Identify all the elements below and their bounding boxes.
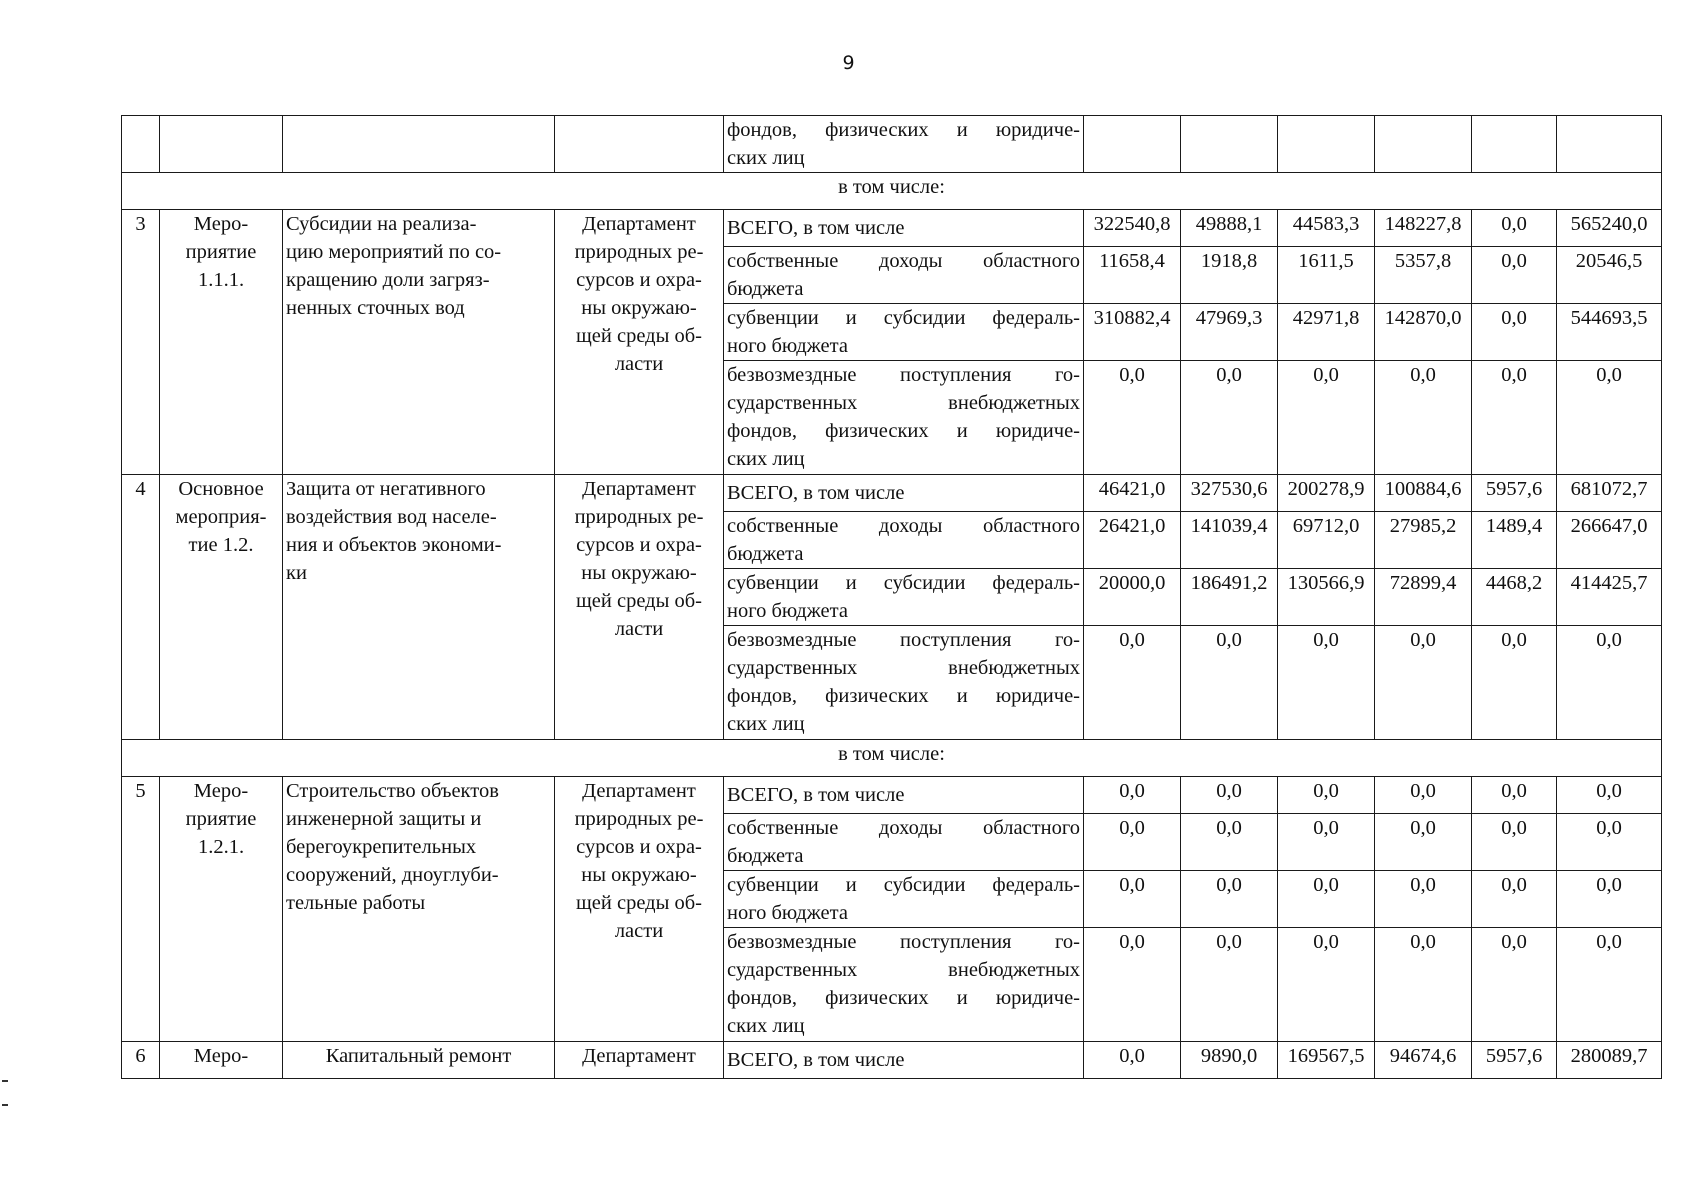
- name-line: тельные работы: [286, 892, 426, 914]
- executor-line: ны окружаю-: [581, 864, 697, 886]
- value-cell: 0,0: [1557, 626, 1662, 740]
- name-cell: [283, 777, 555, 1042]
- value-cell: 280089,7: [1557, 1042, 1662, 1079]
- executor-cell: [555, 116, 724, 173]
- source-line: ВСЕГО, в том числе: [727, 217, 905, 239]
- value-cell: 142870,0: [1375, 304, 1472, 361]
- value-cell: 0,0: [1472, 626, 1557, 740]
- source-cell: [724, 928, 1084, 1042]
- value-cell: 27985,2: [1375, 512, 1472, 569]
- value-cell: 0,0: [1375, 777, 1472, 814]
- value-cell: 47969,3: [1181, 304, 1278, 361]
- margin-marks: [2, 1080, 8, 1106]
- source-line: собственные доходы областного: [727, 515, 1080, 537]
- executor-line: природных ре-: [574, 506, 704, 528]
- value-cell: 0,0: [1557, 777, 1662, 814]
- source-line: бюджета: [727, 543, 804, 565]
- value-cell: 141039,4: [1181, 512, 1278, 569]
- value-cell: 0,0: [1278, 814, 1375, 871]
- value-cell: 130566,9: [1278, 569, 1375, 626]
- source-line: фондов, физических и юридиче-: [727, 119, 1080, 141]
- value-cell: 5957,6: [1472, 1042, 1557, 1079]
- value-cell: 0,0: [1472, 304, 1557, 361]
- executor-line: ласти: [614, 920, 664, 942]
- source-line: ВСЕГО, в том числе: [727, 784, 905, 806]
- value-cell: 544693,5: [1557, 304, 1662, 361]
- kind-cell: [160, 210, 283, 475]
- kind-line: приятие: [185, 241, 257, 263]
- executor-line: ны окружаю-: [581, 297, 697, 319]
- source-line: фондов, физических и юридиче-: [727, 420, 1080, 442]
- source-cell: [724, 1042, 1084, 1079]
- value-cell: [1557, 116, 1662, 173]
- executor-cell: [555, 777, 724, 1042]
- index-cell: [122, 116, 160, 173]
- executor-cell: [555, 1042, 724, 1079]
- name-line: Строительство объектов: [286, 780, 499, 802]
- value-cell: 681072,7: [1557, 475, 1662, 512]
- value-cell: 148227,8: [1375, 210, 1472, 247]
- name-line: ки: [286, 562, 307, 584]
- value-cell: 0,0: [1278, 928, 1375, 1042]
- value-cell: 0,0: [1084, 928, 1181, 1042]
- value-cell: 0,0: [1557, 928, 1662, 1042]
- executor-line: ны окружаю-: [581, 562, 697, 584]
- value-cell: 94674,6: [1375, 1042, 1472, 1079]
- value-cell: [1472, 116, 1557, 173]
- value-cell: 0,0: [1375, 871, 1472, 928]
- kind-cell: [160, 116, 283, 173]
- subheader-row: [122, 740, 1662, 777]
- value-cell: 0,0: [1084, 626, 1181, 740]
- value-cell: 9890,0: [1181, 1042, 1278, 1079]
- name-line: ненных сточных вод: [286, 297, 465, 319]
- executor-cell: [555, 210, 724, 475]
- value-cell: 0,0: [1278, 626, 1375, 740]
- value-cell: [1375, 116, 1472, 173]
- value-cell: 69712,0: [1278, 512, 1375, 569]
- subheader-cell: в том числе:: [122, 173, 1662, 210]
- budget-table: [121, 115, 1662, 1079]
- source-cell: [724, 569, 1084, 626]
- source-line: фондов, физических и юридиче-: [727, 685, 1080, 707]
- value-cell: 0,0: [1375, 928, 1472, 1042]
- value-cell: 11658,4: [1084, 247, 1181, 304]
- source-cell: [724, 361, 1084, 475]
- executor-line: щей среды об-: [576, 590, 702, 612]
- name-line: Субсидии на реализа-: [286, 213, 477, 235]
- source-cell: [724, 210, 1084, 247]
- name-line: Капитальный ремонт: [325, 1045, 512, 1067]
- value-cell: 0,0: [1472, 777, 1557, 814]
- source-line: ских лиц: [727, 713, 805, 735]
- source-line: ВСЕГО, в том числе: [727, 1049, 905, 1071]
- executor-line: ласти: [614, 353, 664, 375]
- index-cell: 6: [122, 1042, 160, 1079]
- value-cell: 0,0: [1084, 1042, 1181, 1079]
- value-cell: 0,0: [1557, 814, 1662, 871]
- value-cell: 20546,5: [1557, 247, 1662, 304]
- index-cell: 4: [122, 475, 160, 740]
- value-cell: 0,0: [1084, 361, 1181, 475]
- source-line: собственные доходы областного: [727, 250, 1080, 272]
- value-cell: 0,0: [1181, 777, 1278, 814]
- source-line: ного бюджета: [727, 600, 848, 622]
- source-cell: [724, 777, 1084, 814]
- name-line: Защита от негативного: [286, 478, 486, 500]
- value-cell: 0,0: [1472, 814, 1557, 871]
- value-cell: 0,0: [1278, 871, 1375, 928]
- name-line: инженерной защиты и: [286, 808, 482, 830]
- value-cell: 0,0: [1278, 777, 1375, 814]
- source-line: безвозмездные поступления го-: [727, 629, 1080, 651]
- source-cell: [724, 871, 1084, 928]
- table-row: [122, 210, 1662, 247]
- source-cell: [724, 512, 1084, 569]
- source-line: сударственных внебюджетных: [727, 959, 1080, 981]
- value-cell: 4468,2: [1472, 569, 1557, 626]
- value-cell: 327530,6: [1181, 475, 1278, 512]
- executor-line: щей среды об-: [576, 892, 702, 914]
- value-cell: 322540,8: [1084, 210, 1181, 247]
- kind-line: Основное: [178, 478, 264, 500]
- value-cell: 565240,0: [1557, 210, 1662, 247]
- value-cell: 26421,0: [1084, 512, 1181, 569]
- executor-line: щей среды об-: [576, 325, 702, 347]
- value-cell: 186491,2: [1181, 569, 1278, 626]
- value-cell: 0,0: [1472, 210, 1557, 247]
- value-cell: 0,0: [1472, 247, 1557, 304]
- value-cell: 0,0: [1472, 871, 1557, 928]
- executor-line: сурсов и охра-: [576, 836, 702, 858]
- value-cell: 0,0: [1557, 871, 1662, 928]
- executor-line: сурсов и охра-: [576, 534, 702, 556]
- source-cell: [724, 626, 1084, 740]
- executor-cell: [555, 475, 724, 740]
- name-line: берегоукрепительных: [286, 836, 477, 858]
- source-line: ских лиц: [727, 147, 805, 169]
- name-cell: [283, 210, 555, 475]
- source-line: субвенции и субсидии федераль-: [727, 572, 1080, 594]
- source-line: ного бюджета: [727, 902, 848, 924]
- source-line: безвозмездные поступления го-: [727, 364, 1080, 386]
- value-cell: 46421,0: [1084, 475, 1181, 512]
- value-cell: 310882,4: [1084, 304, 1181, 361]
- kind-line: Меро-: [193, 780, 249, 802]
- source-cell: [724, 116, 1084, 173]
- executor-line: ласти: [614, 618, 664, 640]
- executor-line: Департамент: [582, 780, 696, 802]
- name-line: ния и объектов экономи-: [286, 534, 502, 556]
- name-cell: [283, 1042, 555, 1079]
- value-cell: 1918,8: [1181, 247, 1278, 304]
- source-cell: [724, 247, 1084, 304]
- value-cell: 0,0: [1181, 361, 1278, 475]
- table-row: [122, 475, 1662, 512]
- value-cell: [1278, 116, 1375, 173]
- kind-line: Меро-: [193, 213, 249, 235]
- source-line: субвенции и субсидии федераль-: [727, 874, 1080, 896]
- value-cell: 0,0: [1375, 814, 1472, 871]
- value-cell: 0,0: [1278, 361, 1375, 475]
- source-line: субвенции и субсидии федераль-: [727, 307, 1080, 329]
- source-line: ВСЕГО, в том числе: [727, 482, 905, 504]
- kind-cell: [160, 1042, 283, 1079]
- source-line: бюджета: [727, 278, 804, 300]
- value-cell: 414425,7: [1557, 569, 1662, 626]
- value-cell: [1084, 116, 1181, 173]
- kind-line: 1.2.1.: [197, 836, 245, 858]
- value-cell: 0,0: [1084, 777, 1181, 814]
- value-cell: 0,0: [1181, 814, 1278, 871]
- table-body: [122, 116, 1662, 1079]
- source-line: сударственных внебюджетных: [727, 657, 1080, 679]
- executor-line: сурсов и охра-: [576, 269, 702, 291]
- source-line: бюджета: [727, 845, 804, 867]
- page-number: 9: [842, 52, 855, 74]
- source-line: безвозмездные поступления го-: [727, 931, 1080, 953]
- name-line: кращению доли загряз-: [286, 269, 490, 291]
- source-line: собственные доходы областного: [727, 817, 1080, 839]
- value-cell: 0,0: [1084, 814, 1181, 871]
- name-line: цию мероприятий по со-: [286, 241, 502, 263]
- subheader-row: [122, 173, 1662, 210]
- name-line: воздействия вод населе-: [286, 506, 497, 528]
- source-cell: [724, 475, 1084, 512]
- value-cell: 1611,5: [1278, 247, 1375, 304]
- name-cell: [283, 475, 555, 740]
- value-cell: 0,0: [1181, 928, 1278, 1042]
- source-cell: [724, 814, 1084, 871]
- kind-cell: [160, 475, 283, 740]
- value-cell: 266647,0: [1557, 512, 1662, 569]
- index-cell: 3: [122, 210, 160, 475]
- value-cell: 5357,8: [1375, 247, 1472, 304]
- executor-line: природных ре-: [574, 808, 704, 830]
- kind-line: мероприя-: [175, 506, 267, 528]
- subheader-cell: в том числе:: [122, 740, 1662, 777]
- value-cell: 0,0: [1557, 361, 1662, 475]
- name-cell: [283, 116, 555, 173]
- value-cell: 169567,5: [1278, 1042, 1375, 1079]
- kind-cell: [160, 777, 283, 1042]
- value-cell: 200278,9: [1278, 475, 1375, 512]
- value-cell: 0,0: [1084, 871, 1181, 928]
- value-cell: 1489,4: [1472, 512, 1557, 569]
- value-cell: 0,0: [1375, 626, 1472, 740]
- value-cell: 72899,4: [1375, 569, 1472, 626]
- source-cell: [724, 304, 1084, 361]
- value-cell: 5957,6: [1472, 475, 1557, 512]
- kind-line: 1.1.1.: [197, 269, 245, 291]
- table-row: [122, 1042, 1662, 1079]
- source-line: ских лиц: [727, 448, 805, 470]
- executor-line: Департамент: [582, 213, 696, 235]
- name-line: сооружений, дноуглуби-: [286, 864, 499, 886]
- value-cell: 49888,1: [1181, 210, 1278, 247]
- table-row-continuation: [122, 116, 1662, 173]
- kind-line: Меро-: [193, 1045, 249, 1067]
- executor-line: природных ре-: [574, 241, 704, 263]
- value-cell: 0,0: [1472, 361, 1557, 475]
- executor-line: Департамент: [582, 478, 696, 500]
- value-cell: 44583,3: [1278, 210, 1375, 247]
- value-cell: 42971,8: [1278, 304, 1375, 361]
- value-cell: 0,0: [1472, 928, 1557, 1042]
- value-cell: 20000,0: [1084, 569, 1181, 626]
- value-cell: 0,0: [1181, 871, 1278, 928]
- source-line: сударственных внебюджетных: [727, 392, 1080, 414]
- source-line: ного бюджета: [727, 335, 848, 357]
- value-cell: [1181, 116, 1278, 173]
- source-line: ских лиц: [727, 1015, 805, 1037]
- table-row: [122, 777, 1662, 814]
- kind-line: тие 1.2.: [188, 534, 254, 556]
- value-cell: 100884,6: [1375, 475, 1472, 512]
- executor-line: Департамент: [582, 1045, 696, 1067]
- value-cell: 0,0: [1375, 361, 1472, 475]
- index-cell: 5: [122, 777, 160, 1042]
- kind-line: приятие: [185, 808, 257, 830]
- source-line: фондов, физических и юридиче-: [727, 987, 1080, 1009]
- value-cell: 0,0: [1181, 626, 1278, 740]
